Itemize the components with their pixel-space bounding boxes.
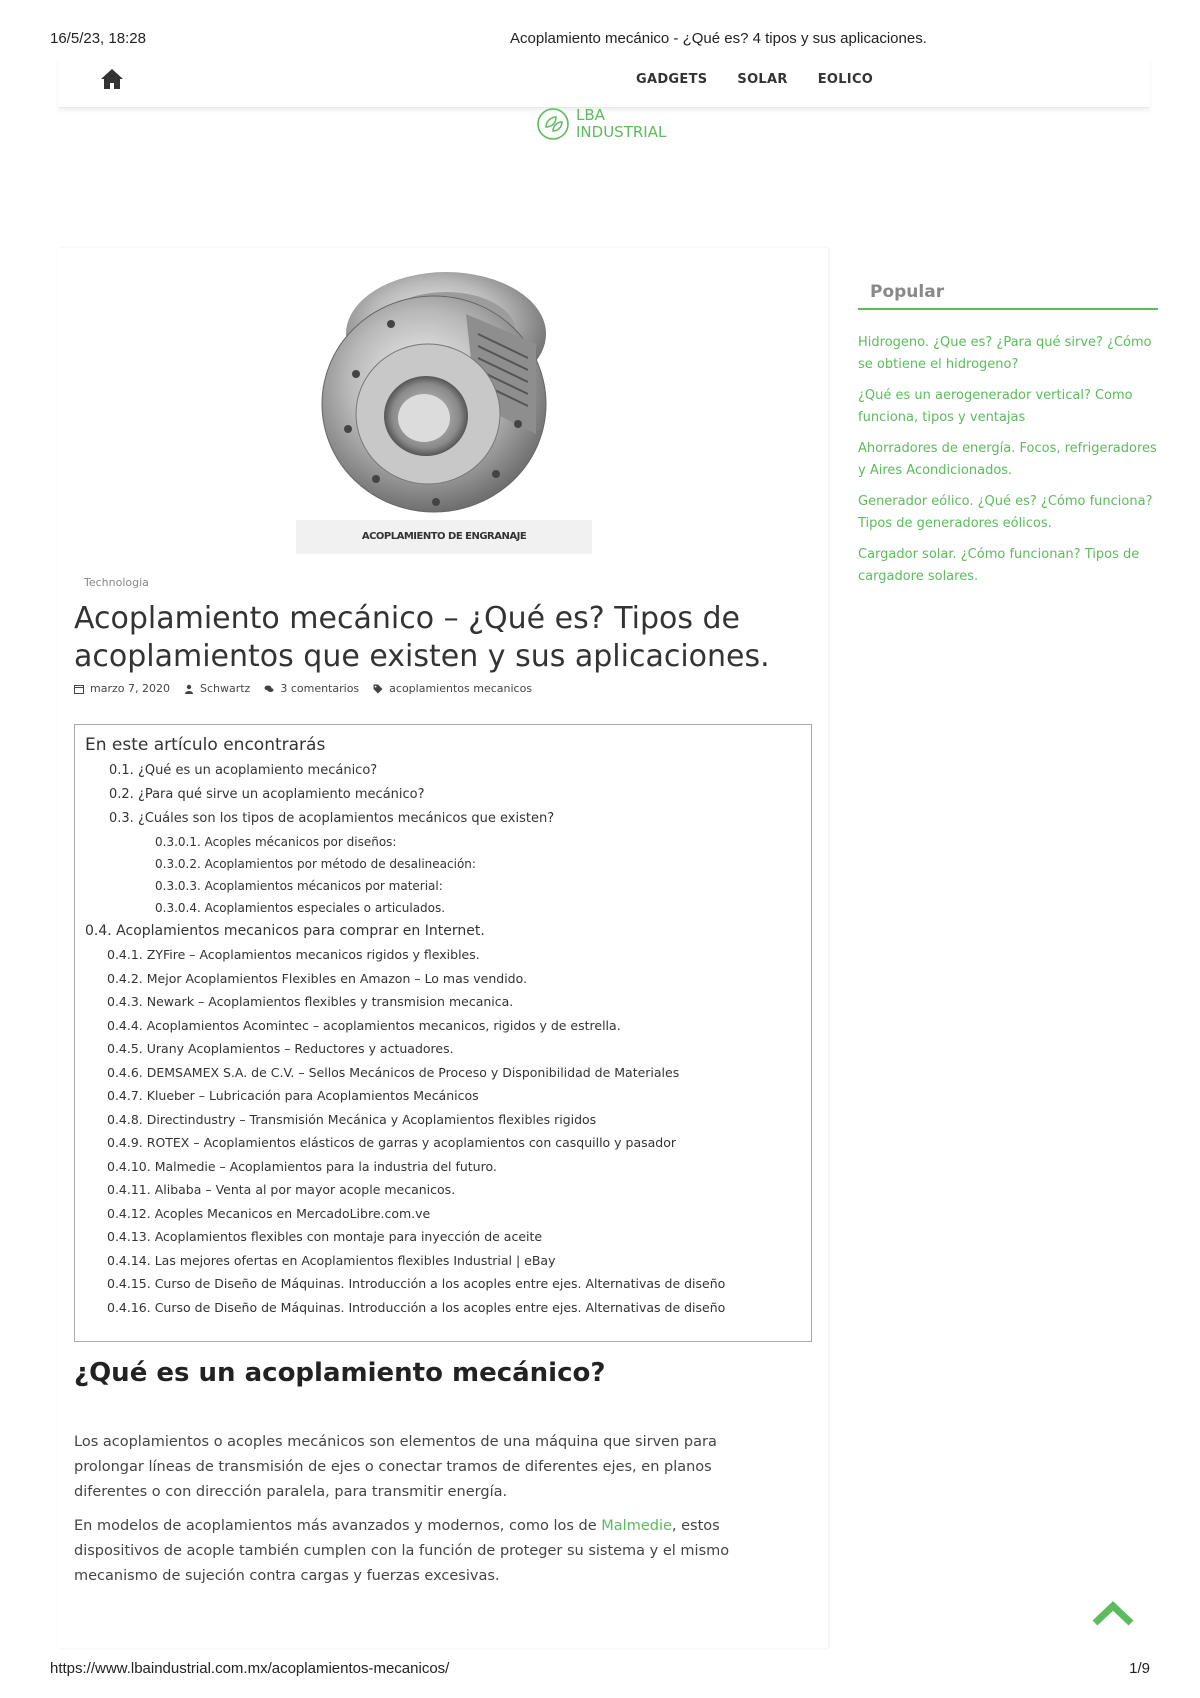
post-category[interactable]: Technologia	[84, 576, 149, 589]
post-tag-text: acoplamientos mecanicos	[389, 682, 533, 695]
post-comments[interactable]	[264, 682, 359, 695]
coupling-hero-image	[296, 254, 592, 554]
sidebar	[858, 280, 1158, 597]
popular-title: Popular	[858, 280, 1158, 310]
toc-item[interactable]: 0.4.3. Newark – Acoplamientos flexibles y transmision mecanica.	[107, 994, 514, 1009]
toc-item[interactable]: 0.4.13. Acoplamientos flexibles con montaje para inyección de aceite	[107, 1229, 543, 1244]
calendar-icon	[74, 684, 84, 694]
toc-item[interactable]: 0.3.0.4. Acoplamientos especiales o articulados.	[155, 901, 446, 915]
nav-link-eolico[interactable]: EOLICO	[817, 72, 874, 87]
toc-item[interactable]: 0.3. ¿Cuáles son los tipos de acoplamientos mecánicos que existen?	[109, 811, 555, 826]
home-icon[interactable]	[100, 68, 124, 90]
post-author-text: Schwartz	[199, 682, 251, 695]
toc-list	[85, 759, 801, 1319]
print-page-number: 1/9	[1129, 1660, 1150, 1677]
table-of-contents	[74, 724, 812, 1342]
hero-caption: ACOPLAMIENTO DE ENGRANAJE	[296, 520, 592, 554]
toc-item[interactable]: 0.3.0.2. Acoplamientos por método de desalineación:	[155, 857, 476, 871]
popular-item[interactable]: Generador eólico. ¿Qué es? ¿Cómo funciona? Tipos de generadores eólicos.	[858, 494, 1153, 531]
toc-item[interactable]: 0.2. ¿Para qué sirve un acoplamiento mecánico?	[109, 787, 425, 802]
toc-item[interactable]: 0.4.11. Alibaba – Venta al por mayor acople mecanicos.	[107, 1182, 456, 1197]
paragraph-2-end: , estos dispositivos de acople también cumplen con la función de proteger su sistema y el mismo mecanismo de sujeción contra cargas y fuerzas excesivas.	[74, 1518, 730, 1584]
print-header	[50, 30, 1160, 50]
main-content	[58, 248, 828, 1648]
paragraph-2	[74, 1514, 734, 1589]
print-doc-title: Acoplamiento mecánico - ¿Qué es? 4 tipos y sus aplicaciones.	[510, 30, 927, 47]
post-tag[interactable]	[373, 682, 532, 695]
print-datetime: 16/5/23, 18:28	[50, 30, 146, 47]
toc-heading: En este artículo encontrarás	[85, 735, 326, 755]
toc-item[interactable]: 0.3.0.1. Acoples mécanicos por diseños:	[155, 835, 397, 849]
nav-links	[636, 72, 873, 87]
print-footer	[50, 1660, 1160, 1680]
toc-item[interactable]: 0.4.7. Klueber – Lubricación para Acoplamientos Mecánicos	[107, 1088, 479, 1103]
popular-item[interactable]: Cargador solar. ¿Cómo funcionan? Tipos de cargadore solares.	[858, 547, 1140, 584]
paragraph-2-start: En modelos de acoplamientos más avanzados y modernos, como los de	[74, 1518, 602, 1534]
nav-link-gadgets[interactable]: GADGETS	[636, 72, 708, 87]
toc-item[interactable]: 0.1. ¿Qué es un acoplamiento mecánico?	[109, 763, 378, 778]
post-date-text: marzo 7, 2020	[90, 682, 170, 695]
toc-item[interactable]: 0.4.10. Malmedie – Acoplamientos para la industria del futuro.	[107, 1158, 497, 1174]
print-url: https://www.lbaindustrial.com.mx/acoplamientos-mecanicos/	[50, 1660, 450, 1677]
popular-item[interactable]: Hidrogeno. ¿Que es? ¿Para qué sirve? ¿Cómo se obtiene el hidrogeno?	[858, 335, 1152, 372]
toc-item[interactable]: 0.4.5. Urany Acoplamientos – Reductores y actuadores.	[107, 1041, 454, 1056]
toc-item[interactable]: 0.4.14. Las mejores ofertas en Acoplamientos flexibles Industrial | eBay	[107, 1252, 556, 1268]
toc-item[interactable]: 0.4. Acoplamientos mecanicos para comprar en Internet.	[85, 923, 485, 939]
post-meta	[74, 682, 532, 695]
popular-list	[858, 332, 1158, 588]
toc-item[interactable]: 0.3.0.3. Acoplamientos mécanicos por material:	[155, 879, 443, 893]
popular-item[interactable]: Ahorradores de energía. Focos, refrigeradores y Aires Acondicionados.	[858, 441, 1157, 478]
toc-item[interactable]: 0.4.9. ROTEX – Acoplamientos elásticos de garras y acoplamientos con casquillo y pasador	[107, 1135, 677, 1150]
post-comments-text: 3 comentarios	[280, 682, 360, 695]
logo-text	[576, 107, 666, 141]
paragraph-1: Los acoplamientos o acoples mecánicos son elementos de una máquina que sirven para prolongar líneas de transmisión de ejes o conectar tramos de diferentes ejes, en planos diferentes o con dirección paralela, para transmitir energía.	[74, 1434, 717, 1500]
post-title: Acoplamiento mecánico – ¿Qué es? Tipos de acoplamientos que existen y sus aplicaciones.	[74, 601, 770, 674]
comments-icon	[264, 684, 274, 694]
site-logo[interactable]	[536, 104, 666, 144]
tags-icon	[373, 684, 383, 694]
logo-line-1: LBA	[576, 106, 605, 124]
user-icon	[184, 684, 194, 694]
logo-line-2: INDUSTRIAL	[576, 123, 667, 141]
toc-item[interactable]: 0.4.8. Directindustry – Transmisión Mecánica y Acoplamientos flexibles rigidos	[107, 1111, 597, 1127]
toc-item[interactable]: 0.4.15. Curso de Diseño de Máquinas. Introducción a los acoples entre ejes. Alternativas de diseño	[107, 1276, 726, 1291]
leaf-logo-icon	[536, 107, 570, 141]
post-author[interactable]	[184, 682, 250, 695]
toc-item[interactable]: 0.4.1. ZYFire – Acoplamientos mecanicos rigidos y flexibles.	[107, 947, 480, 962]
post-date[interactable]	[74, 682, 170, 695]
toc-item[interactable]: 0.4.2. Mejor Acoplamientos Flexibles en Amazon – Lo mas vendido.	[107, 970, 528, 986]
malmedie-link[interactable]: Malmedie	[601, 1518, 672, 1534]
nav-link-solar[interactable]: SOLAR	[737, 72, 788, 87]
toc-item[interactable]: 0.4.6. DEMSAMEX S.A. de C.V. – Sellos Mecánicos de Proceso y Disponibilidad de Materiales	[107, 1064, 680, 1080]
toc-item[interactable]: 0.4.4. Acoplamientos Acomintec – acoplamientos mecanicos, rigidos y de estrella.	[107, 1017, 621, 1033]
popular-item[interactable]: ¿Qué es un aerogenerador vertical? Como funciona, tipos y ventajas	[858, 388, 1133, 425]
section-heading: ¿Qué es un acoplamiento mecánico?	[74, 1358, 606, 1388]
scroll-to-top-icon[interactable]	[1092, 1600, 1134, 1626]
toc-item[interactable]: 0.4.12. Acoples Mecanicos en MercadoLibre.com.ve	[107, 1205, 431, 1221]
top-navigation	[58, 58, 1150, 108]
toc-item[interactable]: 0.4.16. Curso de Diseño de Máquinas. Introducción a los acoples entre ejes. Alternativas de diseño	[107, 1299, 726, 1315]
